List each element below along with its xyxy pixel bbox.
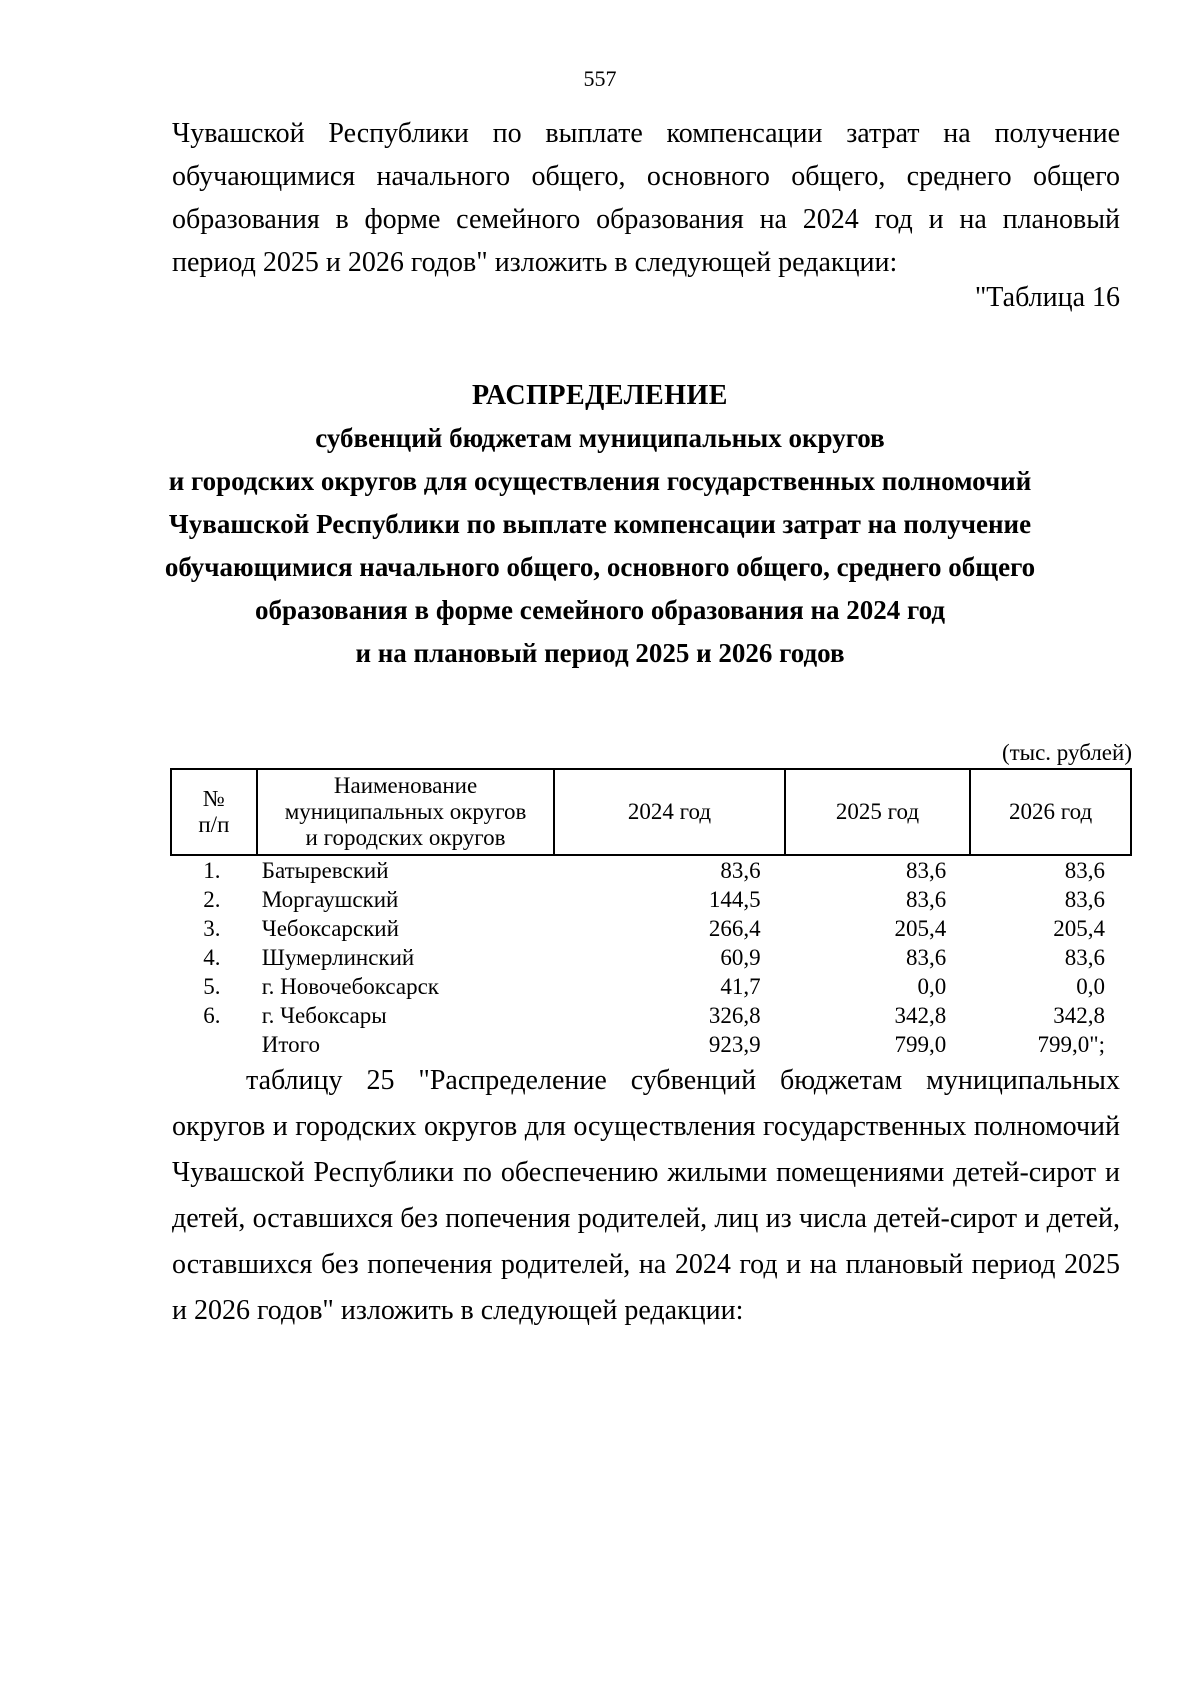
- row-2024: 144,5: [708, 887, 761, 912]
- row-num: 4.: [203, 945, 221, 970]
- units-label: (тыс. рублей): [1001, 740, 1132, 765]
- heading-line: образования в форме семейного образования на 2024 год: [254, 595, 946, 625]
- header-2024: 2024 год: [554, 769, 784, 855]
- heading-line: и на плановый период 2025 и 2026 годов: [355, 638, 845, 668]
- header-num: [171, 769, 257, 855]
- header-name-line: и городских округов: [305, 825, 506, 850]
- row-2025: 83,6: [905, 858, 947, 883]
- row-name: Шумерлинский: [261, 945, 415, 970]
- total-num: [171, 1030, 257, 1059]
- row-num: 5.: [203, 974, 221, 999]
- header-num-line: п/п: [198, 812, 230, 837]
- row-name: г. Новочебоксарск: [261, 974, 439, 999]
- row-name: Моргаушский: [261, 887, 399, 912]
- row-2025: 0,0: [917, 974, 947, 999]
- row-2024: 326,8: [708, 1003, 761, 1028]
- table-row: [171, 972, 1131, 1001]
- row-2026: 83,6: [1064, 887, 1105, 912]
- row-num: 3.: [203, 916, 221, 941]
- row-2025: 83,6: [905, 945, 947, 970]
- total-2026: 799,0";: [1037, 1032, 1105, 1057]
- row-name: Батыревский: [261, 858, 389, 883]
- heading-title: РАСПРЕДЕЛЕНИЕ: [472, 380, 728, 411]
- row-name: Чебоксарский: [261, 916, 399, 941]
- table-row: [171, 1001, 1131, 1030]
- row-2024: 41,7: [720, 974, 761, 999]
- table-label: "Таблица 16: [974, 282, 1120, 313]
- total-2025: 799,0: [894, 1032, 947, 1057]
- page-number: 557: [583, 66, 617, 91]
- row-num: 1.: [203, 858, 221, 883]
- row-2024: 60,9: [720, 945, 761, 970]
- row-2025: 342,8: [894, 1003, 947, 1028]
- table-row: [171, 855, 1131, 885]
- distribution-table: [170, 768, 1132, 1059]
- table-row: [171, 885, 1131, 914]
- row-2024: 83,6: [720, 858, 761, 883]
- table-row: [171, 943, 1131, 972]
- header-2026: 2026 год: [970, 769, 1131, 855]
- row-2026: 342,8: [1053, 1003, 1105, 1028]
- intro-paragraph: Чувашской Республики по выплате компенсации затрат на получение обучающимися начального общего, основного общего, среднего общего образования в форме семейного образования на 2024 год и на плановый период 2025 и 2026 годов" изложить в следующей редакции:: [172, 118, 1120, 278]
- header-2025: 2025 год: [785, 769, 971, 855]
- row-2025: 205,4: [894, 916, 947, 941]
- header-name: [257, 769, 555, 855]
- heading-line: Чувашской Республики по выплате компенсации затрат на получение: [168, 509, 1032, 539]
- table-heading: [100, 374, 1100, 675]
- heading-line: обучающимися начального общего, основного общего, среднего общего: [164, 552, 1036, 582]
- header-num-line: №: [202, 786, 225, 811]
- outro-text: таблицу 25 "Распределение субвенций бюджетам муниципальных округов и городских округов для осуществления государственных полномочий Чувашской Республики по обеспечению жилыми помещениями детей-сирот и детей, оставшихся без попечения родителей, лиц из числа детей-сирот и детей, оставшихся без попечения родителей, на 2024 год и на плановый период 2025 и 2026 годов" изложить в следующей редакции:: [172, 1065, 1120, 1326]
- row-2024: 266,4: [708, 916, 761, 941]
- heading-line: субвенций бюджетам муниципальных округов: [315, 423, 885, 453]
- table-row: [171, 914, 1131, 943]
- outro-paragraph: [172, 1058, 1120, 1334]
- row-2026: 83,6: [1064, 858, 1105, 883]
- total-label: Итого: [261, 1032, 320, 1057]
- heading-line: и городских округов для осуществления государственных полномочий: [168, 466, 1032, 496]
- table-total-row: [171, 1030, 1131, 1059]
- row-num: 6.: [203, 1003, 221, 1028]
- total-2024: 923,9: [708, 1032, 761, 1057]
- header-name-line: муниципальных округов: [284, 799, 527, 824]
- row-2026: 0,0: [1076, 974, 1105, 999]
- row-num: 2.: [203, 887, 221, 912]
- row-2026: 205,4: [1053, 916, 1105, 941]
- row-name: г. Чебоксары: [261, 1003, 387, 1028]
- row-2026: 83,6: [1064, 945, 1105, 970]
- header-name-line: Наименование: [333, 773, 478, 798]
- table-header-row: [171, 769, 1131, 855]
- row-2025: 83,6: [905, 887, 947, 912]
